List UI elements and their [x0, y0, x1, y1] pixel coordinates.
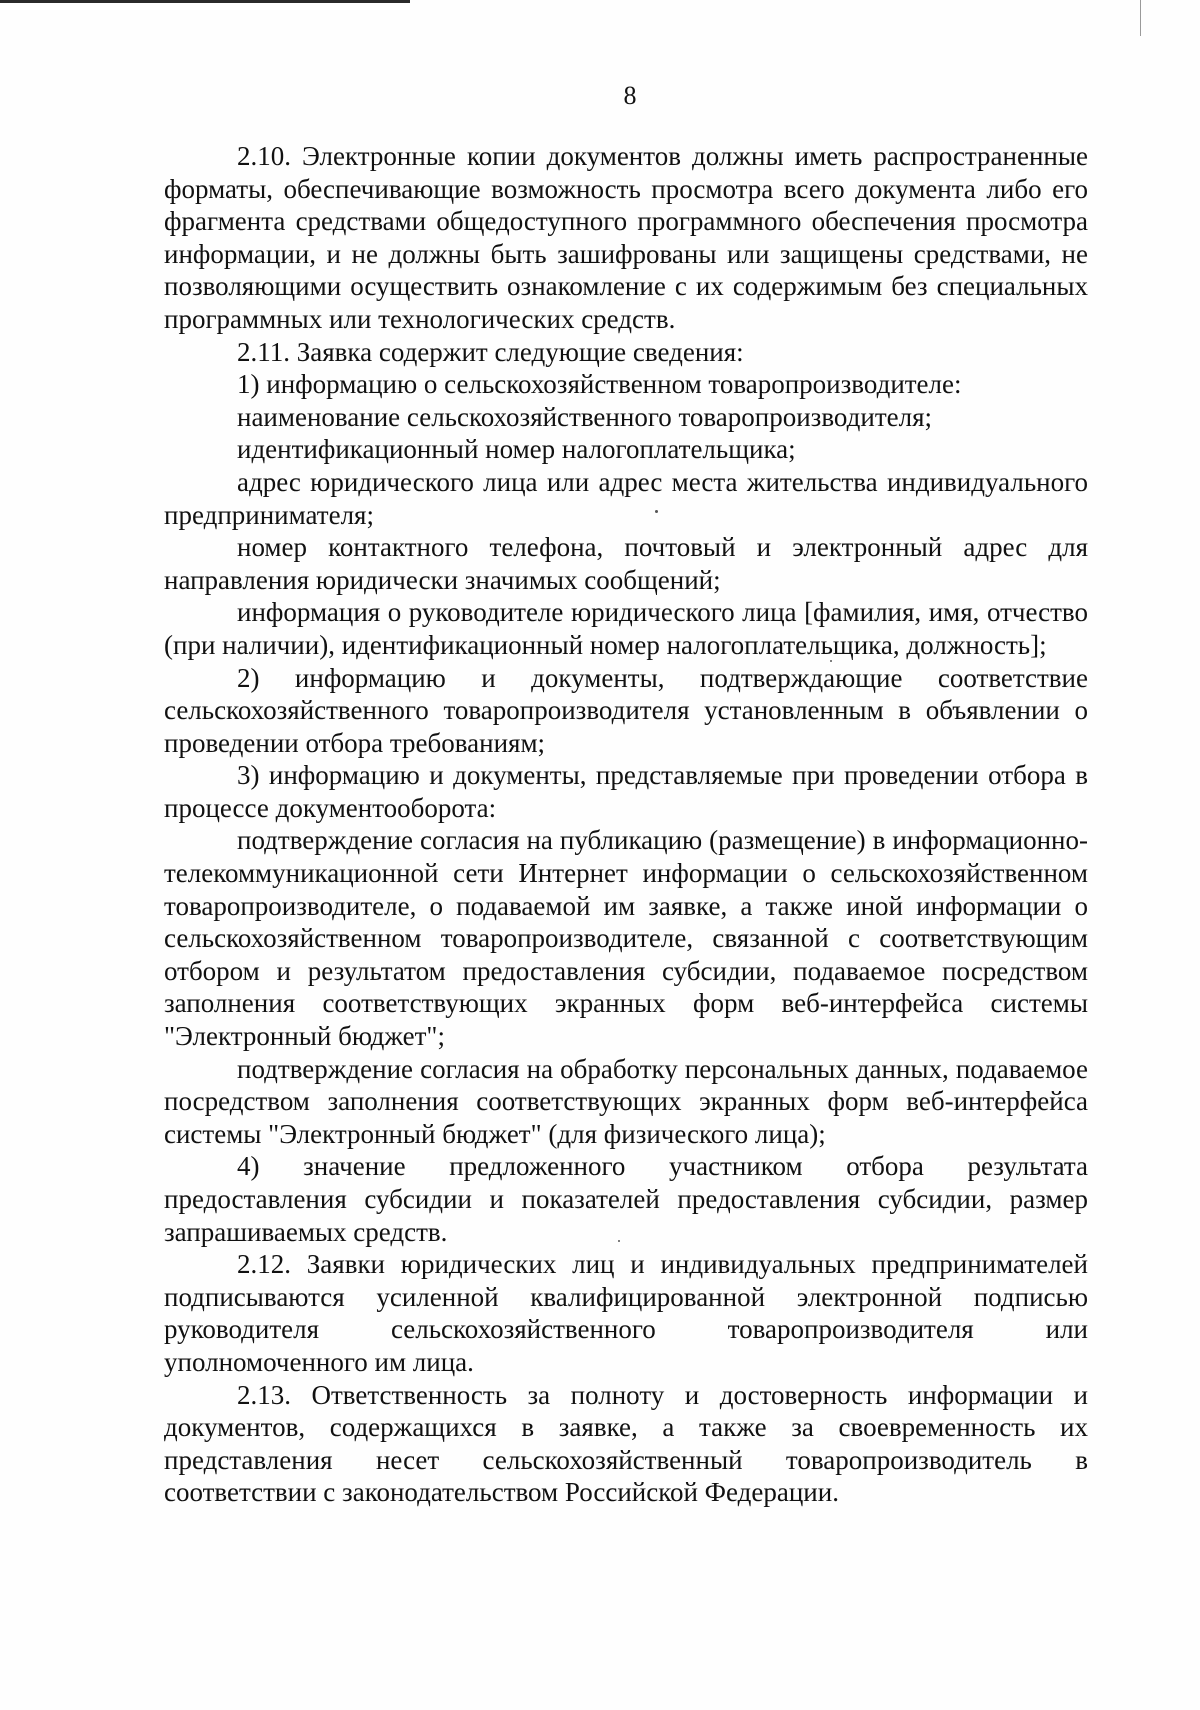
paragraph-phone: номер контактного телефона, почтовый и электронный адрес для направления юридически значимых сообщений; — [164, 532, 1088, 595]
document-body — [164, 140, 1088, 1509]
scan-speck — [830, 660, 832, 662]
scan-edge-mark — [1140, 0, 1141, 36]
scan-speck — [618, 1240, 620, 1242]
paragraph-item-2: 2) информацию и документы, подтверждающие соответствие сельскохозяйственного товаропроизводителя установленным в объявлении о проведении отбора требованиям; — [164, 662, 1088, 758]
paragraph-2-10: 2.10. Электронные копии документов должны иметь распространенные форматы, обеспечивающие возможность просмотра всего документа либо его фрагмента средствами общедоступного программного обеспечения просмотра информации, и не должны быть зашифрованы или защищены средствами, не позволяющими осуществить ознакомление с их содержимым без специальных программных или технологических средств. — [164, 141, 1088, 334]
paragraph-2-12: 2.12. Заявки юридических лиц и индивидуальных предпринимателей подписываются усиленной квалифицированной электронной подписью руководителя сельскохозяйственного товаропроизводителя или уполномоченного им лица. — [164, 1249, 1088, 1377]
paragraph-consent-publication: подтверждение согласия на публикацию (размещение) в информационно-телекоммуникационной сети Интернет информации о сельскохозяйственном товаропроизводителе, о подаваемой им заявке, а также иной информации о сельскохозяйственном товаропроизводителе, связанной с соответствующим отбором и результатом предоставления субсидии, подаваемое посредством заполнения соответствующих экранных форм веб-интерфейса системы "Электронный бюджет"; — [164, 825, 1088, 1052]
paragraph-name: наименование сельскохозяйственного товаропроизводителя; — [237, 401, 932, 432]
scan-speck — [655, 510, 658, 513]
paragraph-head-info: информация о руководителе юридического лица [фамилия, имя, отчество (при наличии), идентификационный номер налогоплательщика, должность]; — [164, 597, 1088, 660]
top-scan-rule — [0, 0, 410, 3]
paragraph-item-3: 3) информацию и документы, представляемые при проведении отбора в процессе документооборота: — [164, 760, 1088, 823]
paragraph-consent-personal-data: подтверждение согласия на обработку персональных данных, подаваемое посредством заполнения соответствующих экранных форм веб-интерфейса системы "Электронный бюджет" (для физического лица); — [164, 1053, 1088, 1149]
paragraph-item-4: 4) значение предложенного участником отбора результата предоставления субсидии и показателей предоставления субсидии, размер запрашиваемых средств. — [164, 1151, 1088, 1247]
paragraph-2-11: 2.11. Заявка содержит следующие сведения: — [237, 336, 744, 367]
paragraph-inn: идентификационный номер налогоплательщика; — [237, 434, 796, 465]
paragraph-address: адрес юридического лица или адрес места жительства индивидуального предпринимателя; — [164, 466, 1088, 530]
paragraph-item-1: 1) информацию о сельскохозяйственном товаропроизводителе: — [237, 369, 962, 400]
page-number: 8 — [623, 81, 637, 110]
paragraph-2-13: 2.13. Ответственность за полноту и достоверность информации и документов, содержащихся в заявке, а также за своевременность их представления несет сельскохозяйственный товаропроизводитель в соответствии с законодательством Российской Федерации. — [164, 1379, 1088, 1508]
